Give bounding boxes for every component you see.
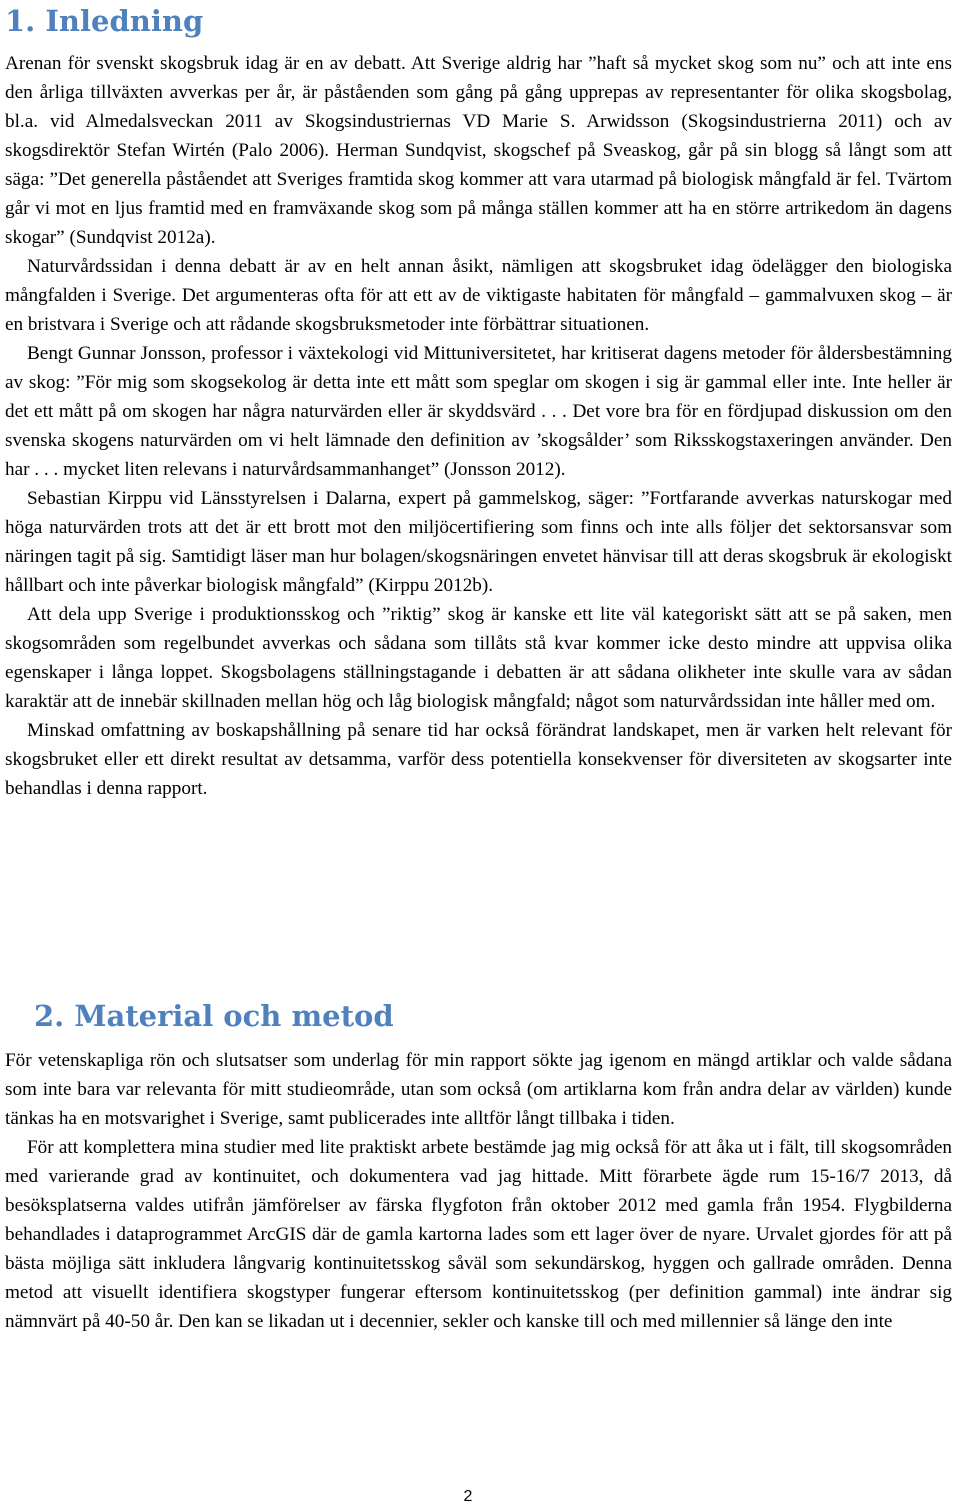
section-body-inledning [5, 49, 952, 803]
paragraph: För vetenskapliga rön och slutsatser som underlag för min rapport sökte jag igenom en mängd artiklar och valde sådana som inte bara var relevanta för mitt studieområde, utan som också (om artiklarna kom från andra delar av världen) kunde tänkas ha en motsvarighet i Sverige, samt publicerades inte alltför långt tillbaka i tiden. [5, 1050, 952, 1129]
paragraph: Att dela upp Sverige i produktionsskog och ”riktig” skog är kanske ett lite väl kategoriskt sätt att se på saken, men skogsområden som regelbundet avverkas och sådana som tillåts stå kvar kommer icke desto mindre att uppvisa olika egenskaper i långa loppet. Skogsbolagens ställningstagande i debatten är att sådana olikheter inte skulle vara av sådan karaktär att de innebär skillnaden mellan hög och låg biologisk mångfald; något som naturvårdssidan inte håller med om. [5, 604, 952, 712]
paragraph: Sebastian Kirppu vid Länsstyrelsen i Dalarna, expert på gammelskog, säger: ”Fortfarande avverkas naturskogar med höga naturvärden trots att det är ett brott mot den miljöcertifiering som finns och inte alls följer det sektorsansvar som näringen tagit på sig. Samtidigt läser man hur bolagen/skogsnäringen envetet hänvisar till att deras skogsbruk är ekologiskt hållbart och inte påverkar biologisk mångfald” (Kirppu 2012b). [5, 488, 952, 596]
paragraph: Bengt Gunnar Jonsson, professor i växtekologi vid Mittuniversitetet, har kritiserat dagens metoder för åldersbestämning av skog: ”För mig som skogsekolog är detta inte ett mått som speglar om skogen i sig är gammal eller inte. Inte heller är det ett mått på om skogen har några naturvärden eller är skyddsvärd . . . Det vore bra för en fördjupad diskussion om den svenska skogens naturvärden om vi helt lämnade den definition av ’skogsålder’ som Riksskogstaxeringen använder. Den har . . . mycket liten relevans i naturvårdsammanhanget” (Jonsson 2012). [5, 343, 952, 480]
page-number: 2 [463, 1488, 473, 1505]
section-heading-material-och-metod: 2. Material och metod [34, 999, 394, 1033]
paragraph: Arenan för svenskt skogsbruk idag är en av debatt. Att Sverige aldrig har ”haft så mycket skog som nu” och att inte ens den årliga tillväxten avverkas per år, är påståenden som gång på gång upprepas av representanter för olika skogsbolag, bl.a. vid Almedalsveckan 2011 av Skogsindustriernas VD Marie S. Arwidsson (Skogsindustrierna 2011) och av skogsdirektör Stefan Wirtén (Palo 2006). Herman Sundqvist, skogschef på Sveaskog, går på sin blogg så långt som att säga: ”Det generella påståendet att Sveriges framtida skog kommer att vara utarmad på biologisk mångfald är fel. Tvärtom går vi mot en ljus framtid med en framväxande skog som på många ställen kommer att ha en större artrikedom än dagens skogar” (Sundqvist 2012a). [5, 53, 952, 248]
section-body-material-och-metod [5, 1046, 952, 1336]
paragraph: Naturvårdssidan i denna debatt är av en helt annan åsikt, nämligen att skogsbruket idag ödelägger den biologiska mångfalden i Sverige. Det argumenteras ofta för att ett av de viktigaste habitaten för mångfald – gammalvuxen skog – är en bristvara i Sverige och att rådande skogsbruksmetoder inte förbättrar situationen. [5, 256, 952, 335]
paragraph: Minskad omfattning av boskapshållning på senare tid har också förändrat landskapet, men är varken helt relevant för skogsbruket eller ett direkt resultat av detsamma, varför dess potentiella konsekvenser för diversiteten av skogsarter inte behandlas i denna rapport. [5, 720, 952, 799]
paragraph: För att komplettera mina studier med lite praktiskt arbete bestämde jag mig också för att åka ut i fält, till skogsområden med varierande grad av kontinuitet, och dokumentera vad jag hittade. Mitt förarbete ägde rum 15-16/7 2013, då besöksplatserna valdes utifrån jämförelser av färska flygfoton från oktober 2012 med gamla från 1954. Flygbilderna behandlades i dataprogrammet ArcGIS där de gamla kartorna lades som ett lager över de nyare. Urvalet gjordes för att på bästa möjliga sätt inkludera långvarig kontinuitetsskog såväl som sekundärskog, hyggen och gallrade områden. Denna metod att visuellt identifiera skogstyper fungerar eftersom kontinuitetsskog (per definition gammal) inte ändrar sig nämnvärt på 40-50 år. Den kan se likadan ut i decennier, sekler och kanske till och med millennier så länge den inte [5, 1137, 952, 1332]
section-heading-inledning: 1. Inledning [5, 4, 204, 38]
